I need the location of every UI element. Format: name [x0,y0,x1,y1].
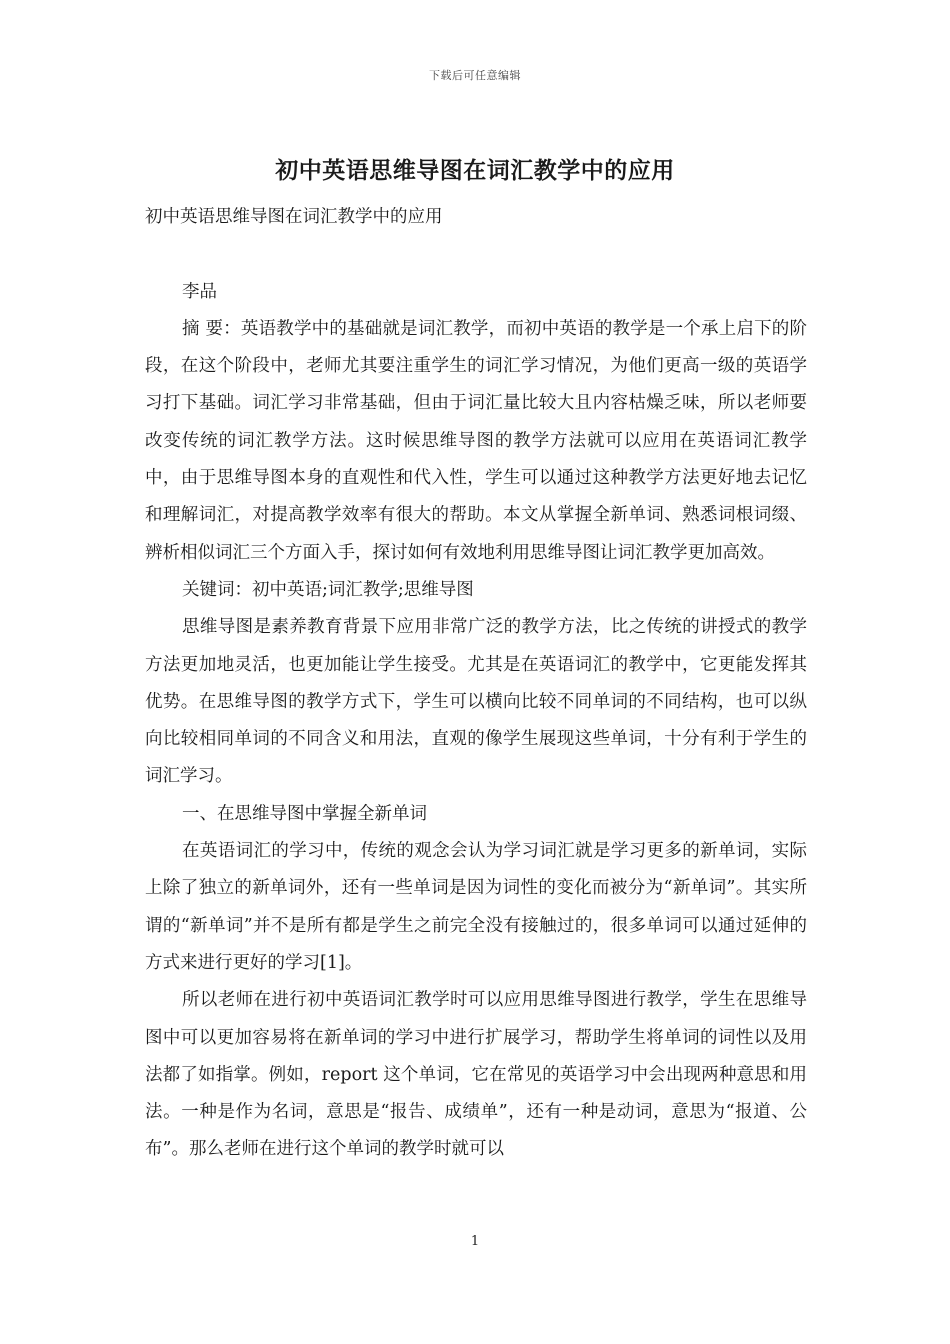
document-title: 初中英语思维导图在词汇教学中的应用 [275,157,675,184]
download-note: 下载后可任意编辑 [429,69,521,82]
intro-paragraph: 思维导图是素养教育背景下应用非常广泛的教学方法，比之传统的讲授式的教学方法更加地灵活，也更加能让学生接受。尤其是在英语词汇的教学中，它更能发挥其优势。在思维导图的教学方式下，学生可以横向比较不同单词的不同结构，也可以纵向比较相同单词的不同含义和用法，直观的像学生展现这些单词，十分有利于学生的词汇学习。 [145,617,807,787]
page-number: 1 [470,1234,480,1249]
document-body [145,199,807,1169]
abstract-paragraph: 摘 要：英语教学中的基础就是词汇教学，而初中英语的教学是一个承上启下的阶段，在这个阶段中，老师尤其要注重学生的词汇学习情况，为他们更高一级的英语学习打下基础。词汇学习非常基础，但由于词汇量比较大且内容枯燥乏味，所以老师要改变传统的词汇教学方法。这时候思维导图的教学方法就可以应用在英语词汇教学中，由于思维导图本身的直观性和代入性，学生可以通过这种教学方法更好地去记忆和理解词汇，对提高教学效率有很大的帮助。本文从掌握全新单词、熟悉词根词缀、辨析相似词汇三个方面入手，探讨如何有效地利用思维导图让词汇教学更加高效。 [145,318,807,563]
keywords-line: 关键词：初中英语;词汇教学;思维导图 [182,579,474,600]
author-name: 李品 [182,281,217,302]
section-heading: 一、在思维导图中掌握全新单词 [182,803,427,824]
subtitle: 初中英语思维导图在词汇教学中的应用 [145,207,443,227]
body-paragraph: 在英语词汇的学习中，传统的观念会认为学习词汇就是学习更多的新单词，实际上除了独立的新单词外，还有一些单词是因为词性的变化而被分为“新单词”。其实所谓的“新单词”并不是所有都是学生之前完全没有接触过的，很多单词可以通过延伸的方式来进行更好的学习[1]。 [145,841,807,973]
body-paragraph: 所以老师在进行初中英语词汇教学时可以应用思维导图进行教学，学生在思维导图中可以更加容易将在新单词的学习中进行扩展学习，帮助学生将单词的词性以及用法都了如指掌。例如，report 这个单词，它在常见的英语学习中会出现两种意思和用法。一种是作为名词，意思是“报告、成绩单”，还有一种是动词，意思为“报道、公布”。那么老师在进行这个单词的教学时就可以 [145,990,807,1160]
blank-line [145,236,807,273]
